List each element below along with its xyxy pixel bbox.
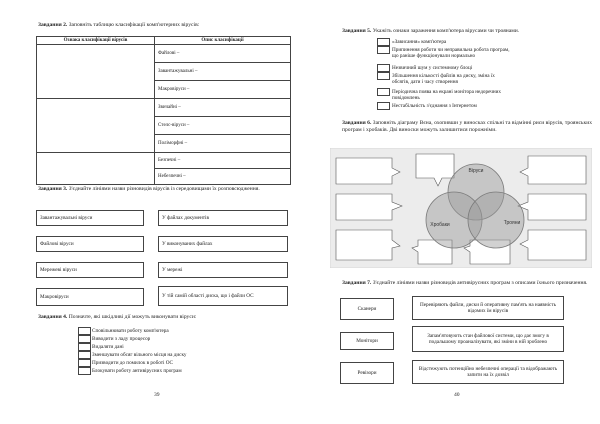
- purpose-box[interactable]: Відстежують потенційно небезпечні операції та відображають запити на їх дозвіл: [412, 360, 564, 384]
- task5-heading: Завдання 5. Укажіть ознаки зараження комп'ютера вірусами чи троянами.: [342, 28, 520, 34]
- task4-heading: Завдання 4. Позначте, які шкідливі дії можуть виконувати віруси:: [38, 314, 197, 320]
- table-cell: Звичайні –: [155, 99, 291, 117]
- table-cell: Завантажувальні –: [155, 63, 291, 81]
- checkbox[interactable]: [377, 46, 390, 54]
- checkbox[interactable]: [377, 72, 390, 80]
- antivirus-type-box[interactable]: Монітори: [340, 332, 394, 350]
- virus-type-box[interactable]: Мережеві віруси: [36, 262, 144, 278]
- callout-box[interactable]: [336, 230, 400, 260]
- callout-box[interactable]: [336, 194, 402, 220]
- table-header: Ознака класифікації вірусів: [37, 37, 155, 45]
- callout-box[interactable]: [520, 230, 586, 260]
- task2-heading: Завдання 2. Заповніть таблицю класифікації комп'ютерних вірусів:: [38, 22, 200, 28]
- environment-box[interactable]: У виконуваних файлах: [158, 236, 288, 252]
- checkbox[interactable]: [78, 327, 91, 335]
- option-label: Незвичний шум у системному блоці: [392, 65, 473, 71]
- task7-heading: Завдання 7. З'єднайте лініями назви різновидів антивірусних програм з описами їхнього призначення.: [342, 280, 588, 286]
- page-number: 40: [454, 392, 460, 398]
- checkbox[interactable]: [377, 38, 390, 46]
- virus-type-box[interactable]: Файлові віруси: [36, 236, 144, 252]
- virus-type-box[interactable]: Завантажувальні віруси: [36, 210, 144, 226]
- checkbox[interactable]: [78, 335, 91, 343]
- table-cell-empty[interactable]: [37, 45, 155, 99]
- option-label: Виводити з ладу процесор: [92, 336, 151, 342]
- option-label: Сповільнювати роботу комп'ютера: [92, 328, 169, 334]
- option-label: Збільшення кількості файлів на диску, зміна їх обсягів, дати і часу створення: [392, 73, 495, 85]
- checkbox[interactable]: [78, 343, 91, 351]
- purpose-box[interactable]: Перевіряють файли, диски й оперативну пам'ять на наявність відомих їм вірусів: [412, 296, 564, 320]
- callout-box[interactable]: [336, 158, 400, 184]
- right-page: [300, 0, 600, 424]
- checkbox[interactable]: [78, 351, 91, 359]
- venn-label-worms: Хробаки: [430, 222, 450, 228]
- purpose-box[interactable]: Запам'ятовують стан файлової системи, що дає змогу в подальшому проаналізувати, які зміни в ній зроблено: [412, 326, 564, 352]
- venn-diagram: [330, 148, 592, 268]
- virus-type-box[interactable]: Макровіруси: [36, 288, 144, 306]
- option-label: Періодична поява на екрані монітора недоречних повідомлень: [392, 89, 502, 101]
- callout-box[interactable]: [518, 194, 586, 220]
- venn-label-trojans: Трояни: [503, 220, 521, 226]
- checkbox[interactable]: [377, 64, 390, 72]
- checkbox[interactable]: [78, 359, 91, 367]
- option-label: Припинення роботи чи неправильна робота програм, що раніше функціонували нормально: [392, 47, 510, 59]
- option-label: Блокувати роботу антивірусних програм: [92, 368, 182, 374]
- table-cell-empty[interactable]: [37, 99, 155, 153]
- table-cell: Поліморфні –: [155, 135, 291, 153]
- environment-box[interactable]: У мережі: [158, 262, 288, 278]
- checkbox[interactable]: [377, 102, 390, 110]
- checkbox[interactable]: [78, 367, 91, 375]
- task6-heading: Завдання 6. Заповніть діаграму Вєна, охопивши у виносках спільні та відмінні риси вірусів, троянських програм і хробаків. Дві виноски можуть залишитися порожніми.: [342, 120, 592, 133]
- antivirus-type-box[interactable]: Ревізори: [340, 362, 394, 384]
- table-cell: Небезпечні –: [155, 169, 291, 185]
- option-label: Зменшувати обсяг вільного місця на диску: [92, 352, 187, 358]
- option-label: Нестабільність з'єднання з Інтернетом: [392, 103, 477, 109]
- venn-label-viruses: Віруси: [468, 168, 484, 174]
- table-cell: Файлові –: [155, 45, 291, 63]
- classification-table: [36, 36, 291, 185]
- table-cell-empty[interactable]: [37, 153, 155, 185]
- task3-heading: Завдання 3. З'єднайте лініями назви різновидів вірусів із середовищами їх розповсюдження.: [38, 186, 260, 192]
- environment-box[interactable]: У тій самій області диска, що і файли ОС: [158, 286, 288, 306]
- callout-box[interactable]: [520, 156, 586, 184]
- table-header: Опис класифікації: [155, 37, 291, 45]
- checkbox[interactable]: [377, 88, 390, 96]
- option-label: Призводити до помилок в роботі ОС: [92, 360, 174, 366]
- environment-box[interactable]: У файлах документів: [158, 210, 288, 226]
- antivirus-type-box[interactable]: Сканери: [340, 298, 394, 320]
- table-cell: Макровіруси –: [155, 81, 291, 99]
- option-label: Видаляти дані: [92, 344, 124, 350]
- option-label: «Зависання» комп'ютера: [392, 39, 447, 45]
- table-cell: Безпечні –: [155, 153, 291, 169]
- page-number: 39: [154, 392, 160, 398]
- table-cell: Стелс-віруси –: [155, 117, 291, 135]
